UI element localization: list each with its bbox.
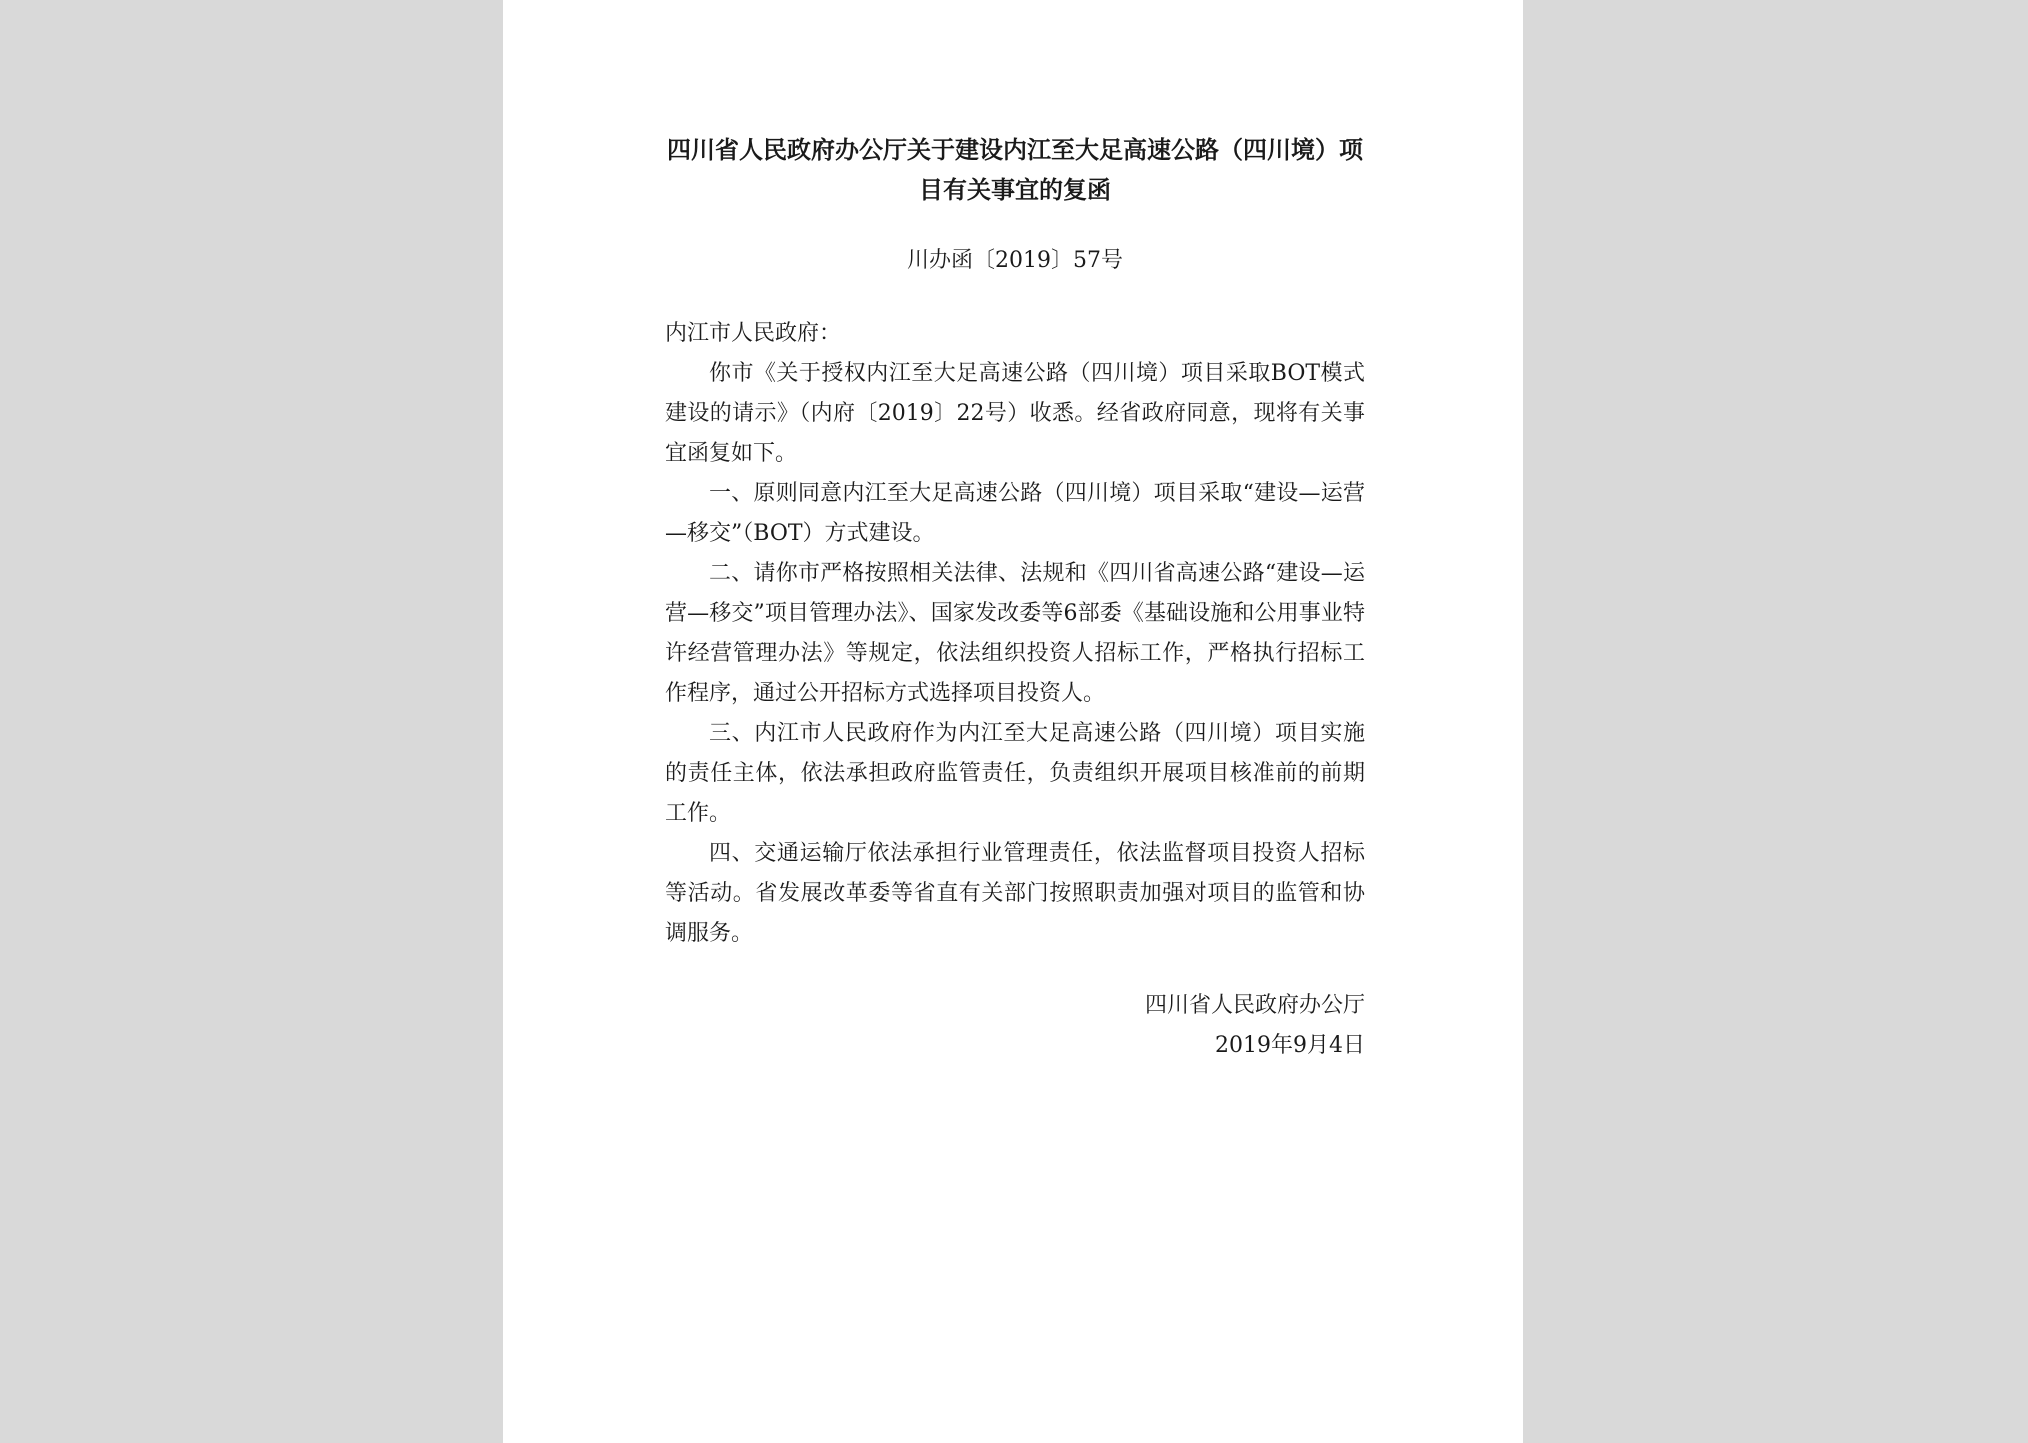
addressee: 内江市人民政府： (665, 321, 842, 346)
body-paragraph-2: 二、请你市严格按照相关法律、法规和《四川省高速公路“建设—运营—移交”项目管理办法》、国家发改委等6部委《基础设施和公用事业特许经营管理办法》等规定，依法组织投资人招标工作，严格执行招标工作程序，通过公开招标方式选择项目投资人。 (665, 561, 1365, 706)
body-paragraph-3: 三、内江市人民政府作为内江至大足高速公路（四川境）项目实施的责任主体，依法承担政府监管责任，负责组织开展项目核准前的前期工作。 (665, 721, 1365, 826)
body-paragraph-4: 四、交通运输厅依法承担行业管理责任，依法监督项目投资人招标等活动。省发展改革委等省直有关部门按照职责加强对项目的监管和协调服务。 (665, 841, 1365, 946)
document-page (503, 0, 1523, 1443)
signature-block (665, 986, 1365, 1066)
document-title: 四川省人民政府办公厅关于建设内江至大足高速公路（四川境）项目有关事宜的复函 (667, 135, 1363, 204)
signature-organization: 四川省人民政府办公厅 (1144, 993, 1365, 1018)
body-paragraph-intro: 你市《关于授权内江至大足高速公路（四川境）项目采取BOT模式建设的请示》（内府〔2019〕22号）收悉。经省政府同意，现将有关事宜函复如下。 (665, 361, 1365, 466)
document-content (665, 130, 1365, 1066)
body-paragraph-1: 一、原则同意内江至大足高速公路（四川境）项目采取“建设—运营—移交”（BOT）方式建设。 (665, 481, 1365, 546)
signature-date: 2019年9月4日 (1215, 1033, 1365, 1058)
document-number: 川办函〔2019〕57号 (907, 248, 1123, 273)
